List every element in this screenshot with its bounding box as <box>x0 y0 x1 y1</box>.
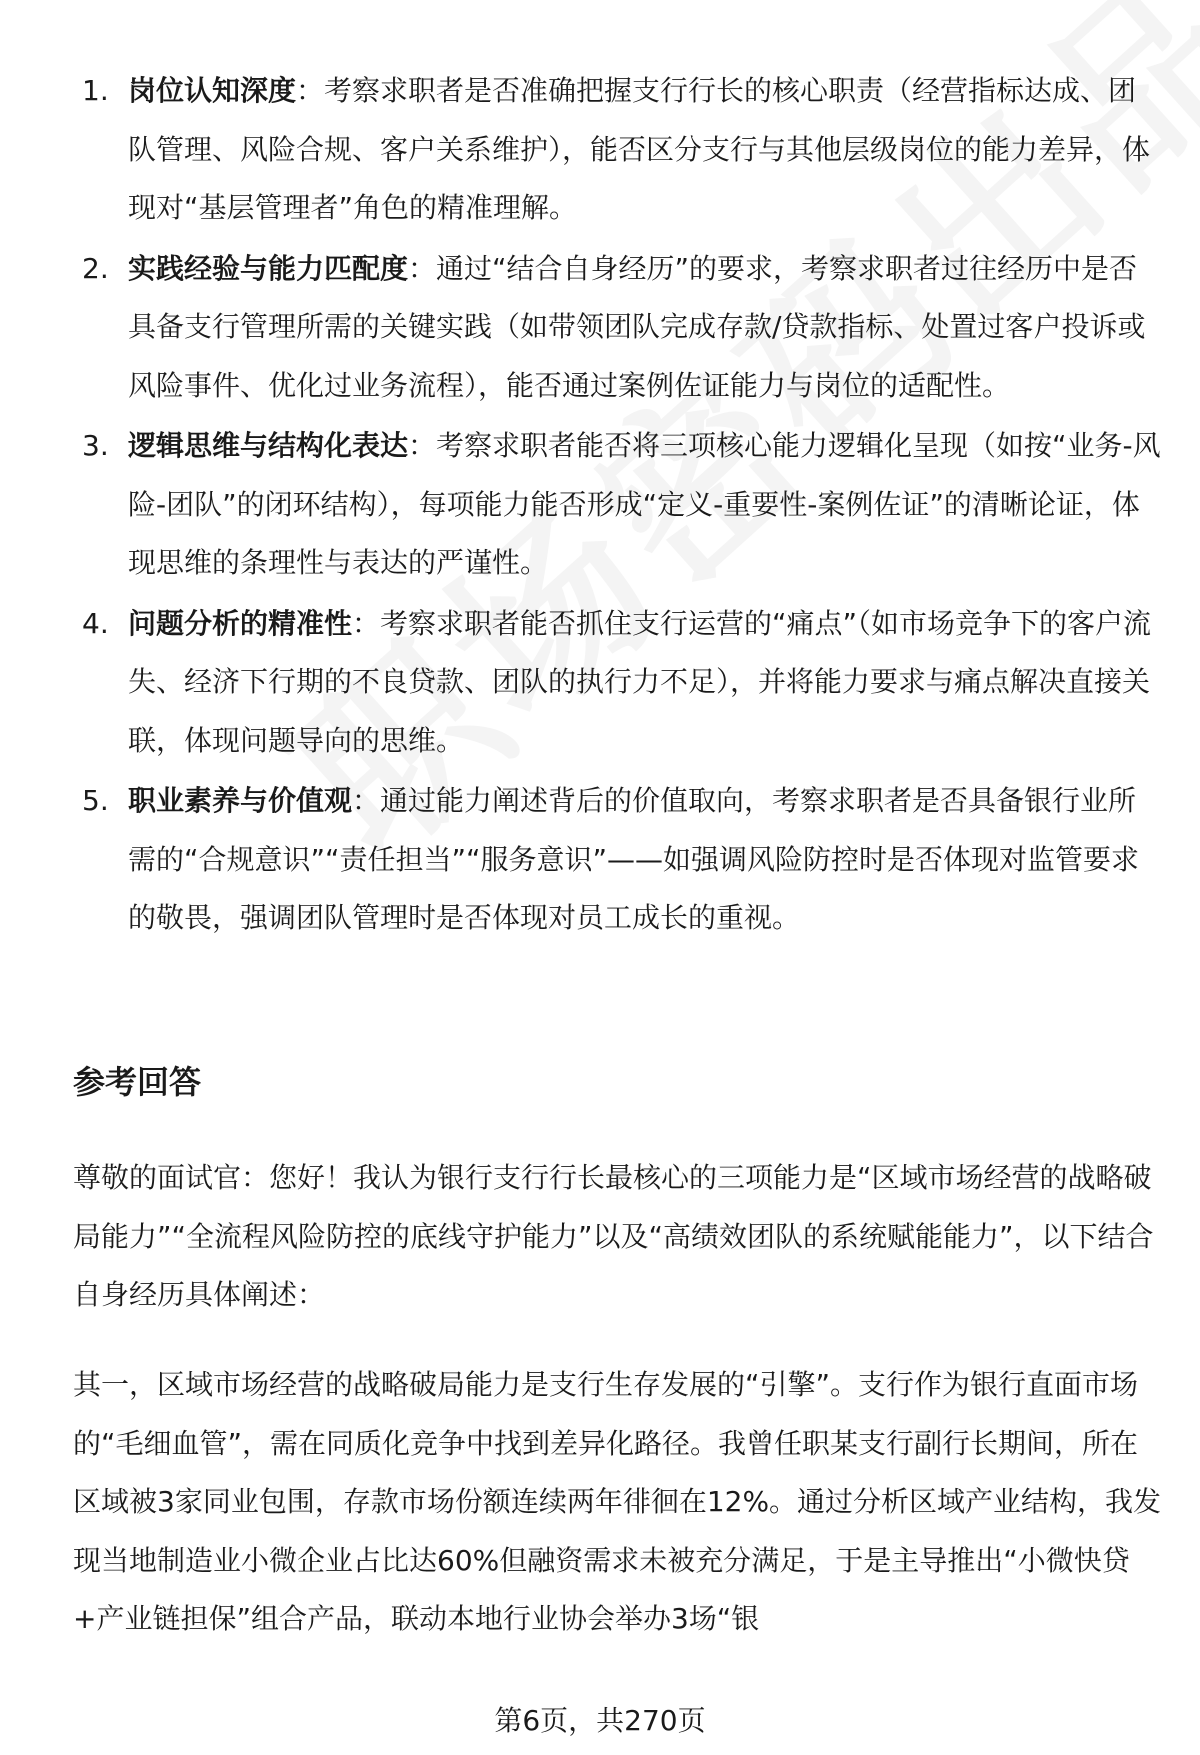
list-item <box>82 417 1162 593</box>
evaluation-criteria-list <box>82 62 1162 950</box>
list-number: 2. <box>82 251 109 285</box>
criterion-term: 问题分析的精准性 <box>128 606 353 640</box>
criterion-text: ：考察求职者是否准确把握支行行长的核心职责（经营指标达成、团队管理、风险合规、客户关系维护），能否区分支行与其他层级岗位的能力差异，体现对“基层管理者”角色的精准理解。 <box>128 74 1151 224</box>
criterion-text: ：考察求职者能否抓住支行运营的“痛点”（如市场竞争下的客户流失、经济下行期的不良贷款、团队的执行力不足），并将能力要求与痛点解决直接关联，体现问题导向的思维。 <box>128 606 1152 757</box>
answer-paragraph: 尊敬的面试官：您好！我认为银行支行行长最核心的三项能力是“区域市场经营的战略破局能力”“全流程风险防控的底线守护能力”以及“高绩效团队的系统赋能能力”，以下结合自身经历具体阐述： <box>73 1161 1154 1311</box>
criterion-term: 实践经验与能力匹配度 <box>128 251 409 285</box>
criterion-text: ：通过能力阐述背后的价值取向，考察求职者是否具备银行业所需的“合规意识”“责任担当”“服务意识”——如强调风险防控时是否体现对监管要求的敬畏，强调团队管理时是否体现对员工成长的重视。 <box>128 784 1140 934</box>
criterion-term: 岗位认知深度 <box>128 74 297 107</box>
list-number: 5. <box>82 784 109 817</box>
list-item <box>82 595 1162 771</box>
list-item <box>82 62 1162 238</box>
list-number: 3. <box>82 429 109 462</box>
section-heading: 参考回答 <box>73 1063 202 1101</box>
list-item <box>82 240 1162 416</box>
page-number-footer: 第6页，共270页 <box>494 1704 706 1737</box>
criterion-text: ：通过“结合自身经历”的要求，考察求职者过往经历中是否具备支行管理所需的关键实践（如带领团队完成存款/贷款指标、处置过客户投诉或风险事件、优化过业务流程），能否通过案例佐证能力与岗位的适配性。 <box>128 251 1146 402</box>
list-number: 1. <box>82 74 109 107</box>
criterion-text: ：考察求职者能否将三项核心能力逻辑化呈现（如按“业务-风险-团队”的闭环结构），每项能力能否形成“定义-重要性-案例佐证”的清晰论证，体现思维的条理性与表达的严谨性。 <box>128 429 1161 579</box>
criterion-term: 逻辑思维与结构化表达 <box>128 429 409 462</box>
criterion-term: 职业素养与价值观 <box>128 784 353 817</box>
list-item <box>82 772 1162 948</box>
list-number: 4. <box>82 606 109 640</box>
answer-paragraph: 其一，区域市场经营的战略破局能力是支行生存发展的“引擎”。支行作为银行直面市场的“毛细血管”，需在同质化竞争中找到差异化路径。我曾任职某支行副行长期间，所在区域被3家同业包围，存款市场份额连续两年徘徊在12%。通过分析区域产业结构，我发现当地制造业小微企业占比达60%但融资需求未被充分满足，于是主导推出“小微快贷+产业链担保”组合产品，联动本地行业协会举办3场“银 <box>73 1368 1162 1635</box>
